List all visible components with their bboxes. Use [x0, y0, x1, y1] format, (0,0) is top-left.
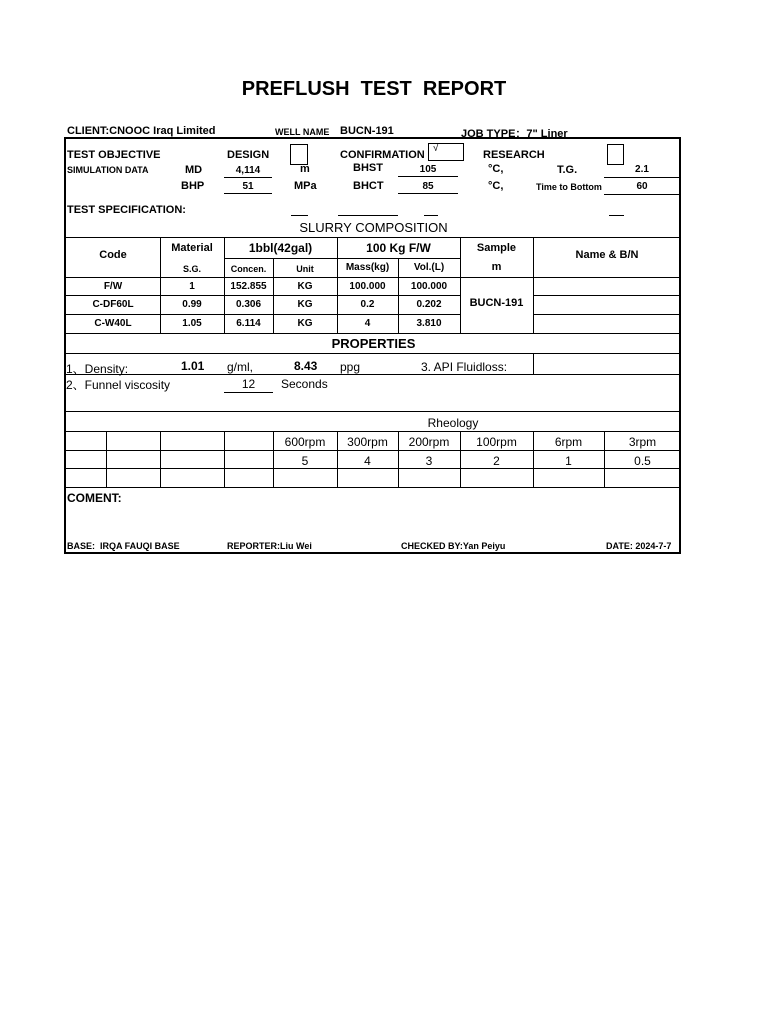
material-header: Material: [171, 242, 213, 254]
well-name-label: WELL NAME: [275, 127, 330, 137]
reporter-label: REPORTER:Liu Wei: [227, 541, 312, 551]
density-ppg-value: 8.43: [294, 359, 318, 373]
checked-by-label: CHECKED BY:Yan Peiyu: [401, 541, 506, 551]
sample-unit-header: m: [491, 261, 502, 273]
time-to-bottom-value: 60: [636, 181, 648, 192]
bhst-unit: °C,: [488, 163, 504, 175]
spec-line-1: [291, 215, 308, 216]
row-concen: 152.855: [230, 281, 267, 292]
row-code: C-W40L: [94, 318, 132, 329]
client-label: CLIENT:CNOOC Iraq Limited: [67, 125, 216, 137]
research-checkbox[interactable]: [607, 144, 624, 165]
bhp-unit: MPa: [294, 180, 317, 192]
rheology-title: Rheology: [427, 416, 479, 430]
rheology-header-200: 200rpm: [408, 435, 450, 449]
bhst-value: 105: [419, 164, 437, 175]
confirmation-label: CONFIRMATION: [340, 149, 425, 161]
fw-header: 100 Kg F/W: [366, 241, 431, 255]
code-header: Code: [99, 249, 127, 261]
row-concen: 0.306: [235, 299, 262, 310]
bhp-label: BHP: [181, 180, 205, 192]
md-unit: m: [300, 163, 310, 175]
design-checkbox[interactable]: [290, 144, 308, 165]
bhst-label: BHST: [353, 162, 383, 174]
report-title: PREFLUSH TEST REPORT: [241, 78, 507, 100]
name-bn-header: Name & B/N: [575, 249, 639, 261]
gml-unit: g/ml,: [227, 360, 254, 374]
sg-header: S.G.: [182, 264, 201, 274]
row-unit: KG: [297, 281, 313, 292]
tg-value: 2.1: [635, 164, 649, 175]
rheology-header-300: 300rpm: [347, 435, 388, 449]
rheology-value-600: 5: [301, 454, 309, 468]
rheology-value-6: 1: [565, 454, 572, 468]
row-code: F/W: [103, 281, 123, 292]
rheology-value-100: 2: [493, 454, 500, 468]
research-label: RESEARCH: [483, 149, 545, 161]
time-to-bottom-label: Time to Bottom: [536, 182, 602, 192]
test-specification-label: TEST SPECIFICATION:: [67, 204, 186, 216]
md-value: 4,114: [235, 165, 261, 176]
ppg-unit: ppg: [340, 360, 361, 374]
row-concen: 6.114: [236, 318, 261, 329]
density-gml-value: 1.01: [181, 359, 205, 373]
funnel-viscosity-label: 2、Funnel viscosity: [66, 378, 171, 392]
spec-line-2: [338, 215, 398, 216]
confirmation-check-mark: √: [433, 143, 439, 154]
row-mass: 100.000: [349, 281, 386, 292]
rheology-header-3: 3rpm: [628, 435, 657, 449]
density-label: 1、Density:: [66, 362, 129, 376]
row-unit: KG: [297, 318, 313, 329]
job-type-label: JOB TYPE：7" Liner: [461, 128, 568, 140]
md-label: MD: [185, 164, 203, 176]
spec-line-3: [424, 215, 438, 216]
bhct-label: BHCT: [353, 180, 384, 192]
test-objective-label: TEST OBJECTIVE: [67, 149, 161, 161]
row-vol: 100.000: [410, 281, 448, 292]
sample-value: BUCN-191: [469, 297, 524, 309]
date-label: DATE: 2024-7-7: [606, 541, 672, 551]
well-name-value: BUCN-191: [340, 125, 394, 137]
row-mass: 4: [364, 318, 371, 329]
design-label: DESIGN: [227, 149, 270, 161]
rheology-value-300: 4: [364, 454, 371, 468]
row-vol: 0.202: [416, 299, 442, 310]
vol-header: Vol.(L): [413, 262, 445, 273]
bbl-header: 1bbl(42gal): [248, 241, 313, 255]
properties-title: PROPERTIES: [331, 336, 416, 351]
row-sg: 1: [189, 281, 195, 292]
row-code: C-DF60L: [92, 299, 134, 310]
row-vol: 3.810: [416, 318, 442, 329]
row-unit: KG: [297, 299, 313, 310]
base-label: BASE: IRQA FAUQI BASE: [67, 541, 180, 551]
concen-header: Concen.: [230, 264, 267, 274]
bhp-value: 51: [242, 181, 254, 192]
funnel-viscosity-value: 12: [241, 377, 256, 391]
row-sg: 0.99: [182, 299, 202, 310]
funnel-viscosity-unit: Seconds: [281, 377, 328, 391]
bhct-unit: °C,: [488, 180, 504, 192]
spec-line-4: [609, 215, 624, 216]
row-sg: 1.05: [182, 318, 202, 329]
rheology-value-3: 0.5: [634, 454, 651, 468]
mass-header: Mass(kg): [345, 262, 390, 273]
tg-label: T.G.: [557, 164, 578, 176]
rheology-header-600: 600rpm: [284, 435, 326, 449]
rheology-header-100: 100rpm: [476, 435, 517, 449]
api-fluidloss-label: 3. API Fluidloss:: [421, 360, 508, 374]
rheology-header-6: 6rpm: [554, 435, 583, 449]
row-mass: 0.2: [360, 299, 375, 310]
simulation-data-label: SIMULATION DATA: [67, 165, 149, 175]
comment-label: COMENT:: [67, 491, 122, 505]
unit-header: Unit: [296, 264, 314, 274]
bhct-value: 85: [422, 181, 434, 192]
slurry-composition-title: SLURRY COMPOSITION: [299, 220, 448, 235]
sample-header: Sample: [476, 242, 517, 254]
rheology-value-200: 3: [425, 454, 433, 468]
